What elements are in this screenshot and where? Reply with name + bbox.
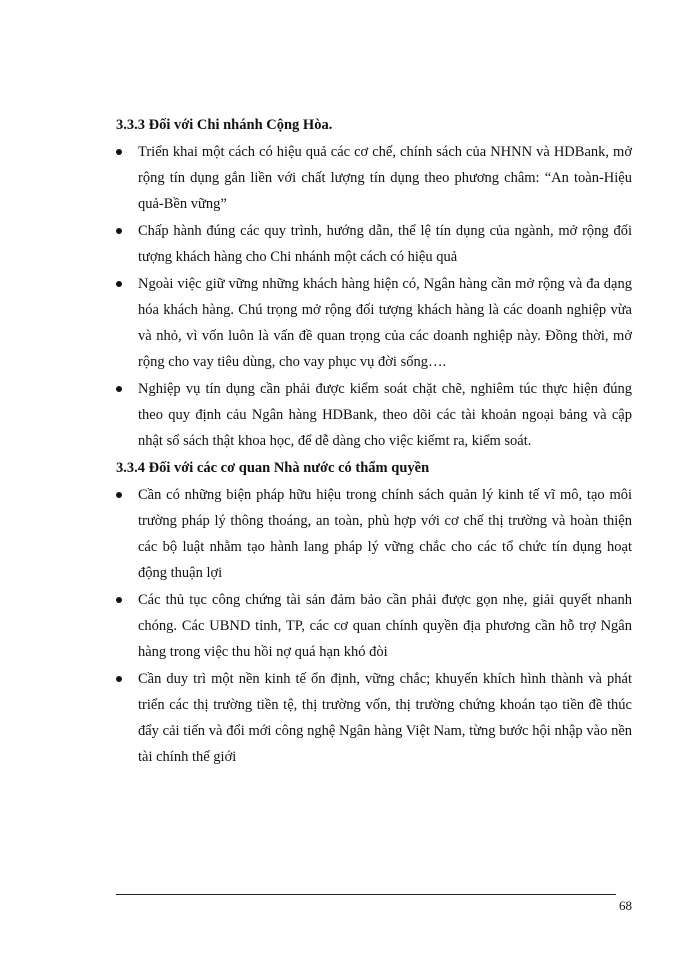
footer-divider [116,894,616,895]
bullet-icon [116,676,122,682]
page-number: 68 [619,898,632,913]
section-heading-3-3-4: 3.3.4 Đối với các cơ quan Nhà nước có thẩm quyền [116,460,430,476]
bullet-icon [116,597,122,603]
list-item [116,139,632,217]
list-item-text: Triển khai một cách có hiệu quả các cơ chế, chính sách của NHNN và HDBank, mở rộng tín dụng gắn liền với chất lượng tín dụng theo phương châm: “An toàn-Hiệu quả-Bền vững” [138,144,632,212]
list-item [116,218,632,270]
list-item [116,587,632,665]
list-item [116,271,632,375]
list-item-text: Cần duy trì một nền kinh tế ổn định, vững chắc; khuyến khích hình thành và phát triển các thị trường tiền tệ, thị trường vốn, thị trường chứng khoán tạo tiền đề thúc đẩy cải tiến và đổi mới công nghệ Ngân hàng Việt Nam, từng bước hội nhập vào nền tài chính thế giới [138,671,632,765]
list-item-text: Các thủ tục công chứng tài sản đảm bảo cần phải được gọn nhẹ, giải quyết nhanh chóng. Các UBND tỉnh, TP, các cơ quan chính quyền địa phương cần hỗ trợ Ngân hàng trong việc thu hồi nợ quá hạn khó đòi [138,592,632,660]
bullet-icon [116,228,122,234]
bullet-icon [116,149,122,155]
list-item-text: Nghiệp vụ tín dụng cần phải được kiểm soát chặt chẽ, nghiêm túc thực hiện đúng theo quy định cảu Ngân hàng HDBank, theo dõi các tài khoản ngoại bảng và cập nhật sổ sách thật khoa học, để dễ dàng cho việc kiểmt ra, kiểm soát. [138,381,632,449]
list-item-text: Ngoài việc giữ vững những khách hàng hiện có, Ngân hàng cần mở rộng và đa dạng hóa khách hàng. Chú trọng mở rộng đối tượng khách hàng là các doanh nghiệp vừa và nhỏ, vì vốn luôn là vấn đề quan trọng của các doanh nghiệp này. Đồng thời, mở rộng cho vay tiêu dùng, cho vay phục vụ đời sống…. [138,276,632,370]
bullet-icon [116,386,122,392]
list-item-text: Cần có những biện pháp hữu hiệu trong chính sách quản lý kinh tế vĩ mô, tạo môi trường pháp lý thông thoáng, an toàn, phù hợp với cơ chế thị trường và hoàn thiện các bộ luật nhằm tạo hành lang pháp lý vững chắc cho các tổ chức tín dụng hoạt động thuận lợi [138,487,632,581]
list-item [116,482,632,586]
list-item-text: Chấp hành đúng các quy trình, hướng dẫn, thể lệ tín dụng của ngành, mở rộng đối tượng khách hàng cho Chi nhánh một cách có hiệu quả [138,223,632,265]
bullet-icon [116,492,122,498]
bullet-icon [116,281,122,287]
list-item [116,376,632,454]
section-heading-3-3-3: 3.3.3 Đối với Chi nhánh Cộng Hòa. [116,117,333,133]
page-content [116,112,632,771]
section-3-3-3-list [116,139,632,454]
section-3-3-4-list [116,482,632,770]
list-item [116,666,632,770]
